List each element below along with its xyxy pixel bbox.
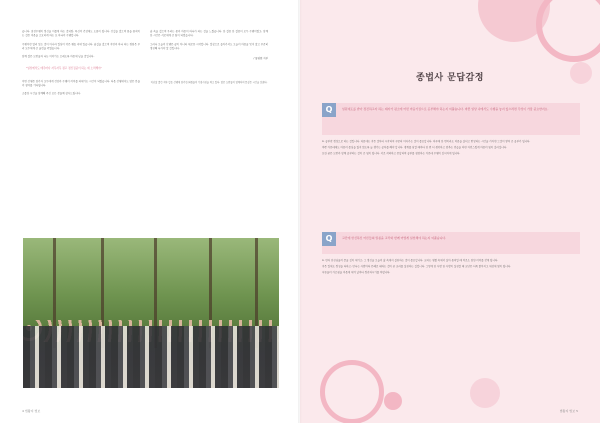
page-number-right — [560, 409, 578, 413]
page-number-left — [22, 409, 40, 413]
page-footer: 법왕지 법보 — [559, 409, 576, 413]
author-signature: / 통영원 지부 — [253, 57, 268, 61]
answer-paragraph: A. 공부란 정성으로 하는 것입니다. 처음에는 작은 것부터 시작하여 꾸준히 이어가는 것이 중요합니다. 하루에 한 번이라도 마음을 살피고 반성하는 시간을 가지면 그것이 쌓여 큰 공부가 됩니다. — [322, 140, 531, 143]
answer-paragraph: 어른들의 가르침을 마음에 새겨 날마다 정진하시기를 바랍니다. — [322, 271, 391, 275]
question-box — [322, 232, 580, 254]
decorative-ring — [320, 360, 384, 423]
left-column-b — [150, 30, 268, 85]
page-title: 종법사 문답감정 — [416, 73, 484, 83]
left-column-a — [22, 30, 140, 101]
question-q-icon: Q — [322, 232, 336, 246]
decorative-circle — [470, 378, 500, 408]
group-photo — [23, 238, 279, 388]
page-number: 5 — [576, 409, 578, 413]
crowd — [23, 326, 279, 388]
pull-quote: "일상에서도 매주마다 자꾸자꾸 걸고 정신집중이 되는 데 노력해야" — [26, 67, 102, 71]
decorative-circle — [384, 392, 402, 410]
answer-paragraph: A. 먼저 선진님들의 뜻을 깊이 새기고, 그 정신을 오늘의 삶 속에서 실천하는 것이 중요합니다. 교리는 생활 속에서 살아 움직일 때 비로소 참된 의미를 갖게 됩니다. — [322, 259, 499, 262]
paragraph: 그러나 오늘의 산행은 끝이 아니라 새로운 시작입니다. 일상으로 돌아가서도 오늘의 마음을 잊지 말고 꾸준히 정진해 나가야 할 것입니다. — [150, 42, 268, 50]
question-q-icon: Q — [322, 103, 336, 117]
paragraph: 수행이란 멀리 있는 것이 아니라 일상의 작은 행동 속에 있습니다. 숲길을 걸으며 자연과 하나 되는 경험은 우리 모두에게 큰 울림을 주었습니다. — [22, 42, 140, 50]
paragraph: 숲 속을 걸으며 우리는 몸과 마음이 하나가 되는 것을 느꼈습니다. 한 걸음 한 걸음이 모두 수행이었고, 함께한 시간은 서로에게 큰 힘이 되었습니다. — [150, 30, 268, 38]
photo-caption: 지난달 열린 지부 합동 산행에 참가한 회원들이 기념사진을 찍고 있다. 많은 도반들이 함께하여 뜻깊은 시간을 보냈다. — [150, 81, 268, 85]
question-text: 교단에 헌신하신 어른들의 말씀을 교리와 함께 어떻게 실천해야 하는지 여쭙습니다. — [342, 236, 447, 240]
page-number: 4 — [22, 409, 24, 413]
right-page — [300, 0, 600, 423]
answer-block — [322, 259, 580, 278]
decorative-ring — [536, 0, 600, 62]
question-box — [322, 103, 580, 135]
answer-paragraph: 바쁜 가운데에도 마음의 중심을 잃지 않도록 늘 챙기는 공부를 해야 합니다. 경계를 당할 때마다 한 번 더 생각하고 멈추는 연습을 하면 자연스럽게 마음의 힘이 길러집니다. — [322, 146, 507, 150]
paragraph: 이번 산행은 참가자 모두에게 건강과 수행의 의미를 되새기는 시간이 되었습니다. 다음 산행에서도 많은 분들의 참여를 기다립니다. — [22, 79, 140, 88]
page-gutter — [298, 0, 302, 423]
answer-block — [322, 140, 580, 159]
page-footer: 법왕지 법보 — [24, 409, 41, 413]
paragraph: 습니다. 참선수행이 정신을 이롭게 하는 것처럼, 육신의 건강에도 도움이 됩니다. 산길을 걸으며 몸을 움직이는 것은 마음을 고요하게 하는 또 하나의 수행입니다. — [22, 30, 140, 38]
question-text: 일원대도를 받아 정진하고자 하는 제자가 평소에 어떤 마음가짐으로 공부해야 하는지 여쭙습니다. 바쁜 일상 속에서도 수행을 놓지 않으려면 무엇이 가장 중요한지요. — [342, 107, 549, 111]
answer-paragraph: 또한 좋은 도반과 함께 공부하는 것이 큰 힘이 됩니다. 서로 격려하고 문답하며 공부를 점검하는 가운데 수행이 깊어지게 됩니다. — [322, 152, 461, 156]
paragraph: 함께 걸은 도반들과 나눈 이야기는 오래도록 마음에 남을 것입니다. — [22, 55, 95, 59]
answer-paragraph: 작은 일에도 정성을 다하고, 만나는 사람마다 은혜로 대하는 것이 곧 교리를 실천하는 길입니다. 그렇게 한 사람 한 사람이 실천할 때 교단은 더욱 밝아지고 세상에 빛이 됩니다. — [322, 265, 511, 269]
paragraph: 소중한 시간을 함께해 주신 모든 분들께 감사드립니다. — [22, 92, 81, 96]
